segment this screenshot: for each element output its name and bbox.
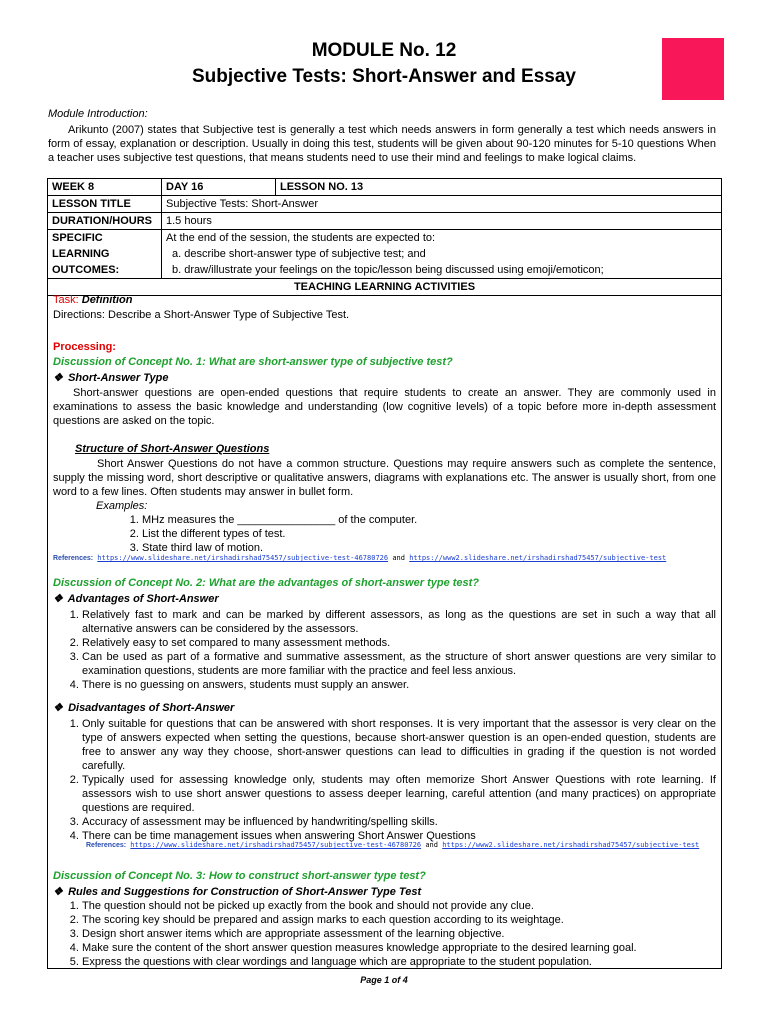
outcomes-label-2: LEARNING	[48, 246, 162, 262]
concept2-heading: Discussion of Concept No. 2: What are the advantages of short-answer type test?	[53, 577, 480, 589]
references-2	[86, 841, 699, 850]
structure-text: Short Answer Questions do not have a common structure. Questions may require answers such as complete the sentence, supply the missing word, short descriptive or qualitative answers, diagrams with explanations etc. The answer is usually short, from one word to a few lines. Often students may answer in bullet form.	[53, 458, 716, 498]
list-item: 5. Express the questions with clear wordings and language which are appropriate to the student population.	[82, 955, 716, 969]
structure-title: Structure of Short-Answer Questions	[75, 443, 270, 455]
task-label: Task:	[53, 294, 79, 306]
task-directions: Directions: Describe a Short-Answer Type of Subjective Test.	[53, 309, 350, 321]
example-item: 3. State third law of motion.	[142, 541, 417, 555]
list-item: 3. Accuracy of assessment may be influenced by handwriting/spelling skills.	[82, 815, 716, 829]
lesson-title-label: LESSON TITLE	[48, 196, 162, 213]
list-item: 1. Only suitable for questions that can be answered with short responses. It is very important that the assessor is very clear on the type of answers expected when setting the questions, because short-answer question is an open-ended question, students are free to answer any way they choose, short-answer questions can lead to difficulties in grading if the question is not worded carefully.	[82, 717, 716, 773]
outcome-a: a. describe short-answer type of subjective test; and	[162, 246, 722, 262]
list-item: 3. Can be used as part of a formative and summative assessment, as the structure of short answer questions are very similar to examination questions, students are more familiar with the practice and feel less anxious.	[82, 650, 716, 678]
rules-title	[53, 885, 421, 899]
disadvantages-list	[56, 717, 716, 843]
reference-link[interactable]: https://www2.slideshare.net/irshadirshad75457/subjective-test	[409, 554, 667, 562]
lesson-no-cell: LESSON NO. 13	[276, 179, 722, 196]
week-cell: WEEK 8	[48, 179, 162, 196]
outcomes-label-1: SPECIFIC	[48, 230, 162, 247]
list-item: 4. There can be time management issues when answering Short Answer Questions	[82, 829, 716, 843]
reference-link[interactable]: https://www2.slideshare.net/irshadirshad75457/subjective-test	[442, 841, 700, 849]
list-item: 3. Design short answer items which are appropriate assessment of the learning objective.	[82, 927, 716, 941]
reference-link[interactable]: https://www.slideshare.net/irshadirshad75457/subjective-test-46780726	[97, 554, 389, 562]
duration-value: 1.5 hours	[162, 213, 722, 230]
outcomes-label-3: OUTCOMES:	[48, 262, 162, 279]
task-name: Definition	[81, 294, 133, 306]
processing-label: Processing:	[53, 341, 116, 353]
day-cell: DAY 16	[162, 179, 276, 196]
intro-text: Arikunto (2007) states that Subjective test is generally a test which needs answers in form generally a test which needs answers in form of essay, explanation or description. Usually in doing this test, students will be given about 90-120 minutes for 5-10 questions When a teacher uses subjective test questions, that means students need to use their mind and feelings to make logical claims.	[48, 124, 716, 164]
task-line	[53, 293, 132, 307]
advantages-list	[56, 608, 716, 692]
diamond-bullet-icon: ❖	[53, 702, 63, 714]
outcomes-intro: At the end of the session, the students are expected to:	[162, 230, 722, 247]
concept3-heading: Discussion of Concept No. 3: How to construct short-answer type test?	[53, 870, 426, 882]
advantages-title-label: Advantages of Short-Answer	[67, 593, 219, 605]
example-list	[124, 513, 417, 555]
list-item: 2. The scoring key should be prepared and assign marks to each question according to its weightage.	[82, 913, 716, 927]
concept1-subheading	[53, 371, 169, 385]
activities-content	[47, 291, 722, 969]
list-item: 4. There is no guessing on answers, students must supply an answer.	[82, 678, 716, 692]
disadvantages-title	[53, 701, 234, 715]
page-footer: Page 1 of 4	[360, 975, 408, 985]
references-and: and	[425, 841, 438, 849]
duration-label: DURATION/HOURS	[48, 213, 162, 230]
diamond-bullet-icon: ❖	[53, 593, 63, 605]
list-item: 1. Relatively fast to mark and can be marked by different assessors, as long as the questions are set in such a way that all alternative answers can be considered by the assessors.	[82, 608, 716, 636]
references-1	[53, 554, 666, 563]
lesson-title-value: Subjective Tests: Short-Answer	[162, 196, 722, 213]
activities-heading: TEACHING LEARNING ACTIVITIES	[48, 279, 722, 296]
list-item: 2. Relatively easy to set compared to many assessment methods.	[82, 636, 716, 650]
rules-list	[56, 899, 716, 969]
diamond-bullet-icon: ❖	[53, 886, 63, 898]
concept1-heading: Discussion of Concept No. 1: What are short-answer type of subjective test?	[53, 356, 453, 368]
examples-label: Examples:	[96, 500, 148, 512]
diamond-bullet-icon: ❖	[53, 372, 63, 384]
references-label: References:	[53, 555, 94, 562]
advantages-title	[53, 592, 219, 606]
references-and: and	[392, 554, 405, 562]
reference-link[interactable]: https://www.slideshare.net/irshadirshad75457/subjective-test-46780726	[130, 841, 422, 849]
list-item: 2. Typically used for assessing knowledge only, students may often memorize Short Answer Questions with rote learning. If assessors wish to use short answer questions to assess deeper learning, careful attention (and many practices) on appropriate questions are required.	[82, 773, 716, 815]
list-item: 1. The question should not be picked up exactly from the book and should not provide any clue.	[82, 899, 716, 913]
module-number: MODULE No. 12	[311, 40, 457, 61]
concept1-sub-label: Short-Answer Type	[68, 372, 169, 384]
references-label: References:	[86, 842, 127, 849]
list-item: 4. Make sure the content of the short answer question measures knowledge appropriate to the desired learning goal.	[82, 941, 716, 955]
disadvantages-title-label: Disadvantages of Short-Answer	[68, 702, 235, 714]
example-item: 1. MHz measures the ________________ of the computer.	[142, 513, 417, 527]
intro-label: Module Introduction:	[48, 108, 148, 120]
outcome-b: b. draw/illustrate your feelings on the topic/lesson being discussed using emoji/emoticon;	[162, 262, 722, 279]
lesson-table	[47, 178, 722, 296]
example-item: 2. List the different types of test.	[142, 527, 417, 541]
page-title: Subjective Tests: Short-Answer and Essay	[192, 66, 576, 87]
rules-title-label: Rules and Suggestions for Construction of Short-Answer Type Test	[68, 886, 422, 898]
concept1-text: Short-answer questions are open-ended questions that require students to create an answer. They are commonly used in examinations to assess the basic knowledge and understanding (low cognitive levels) of a topic before more in-depth assessment questions are asked on the topic.	[53, 387, 716, 427]
